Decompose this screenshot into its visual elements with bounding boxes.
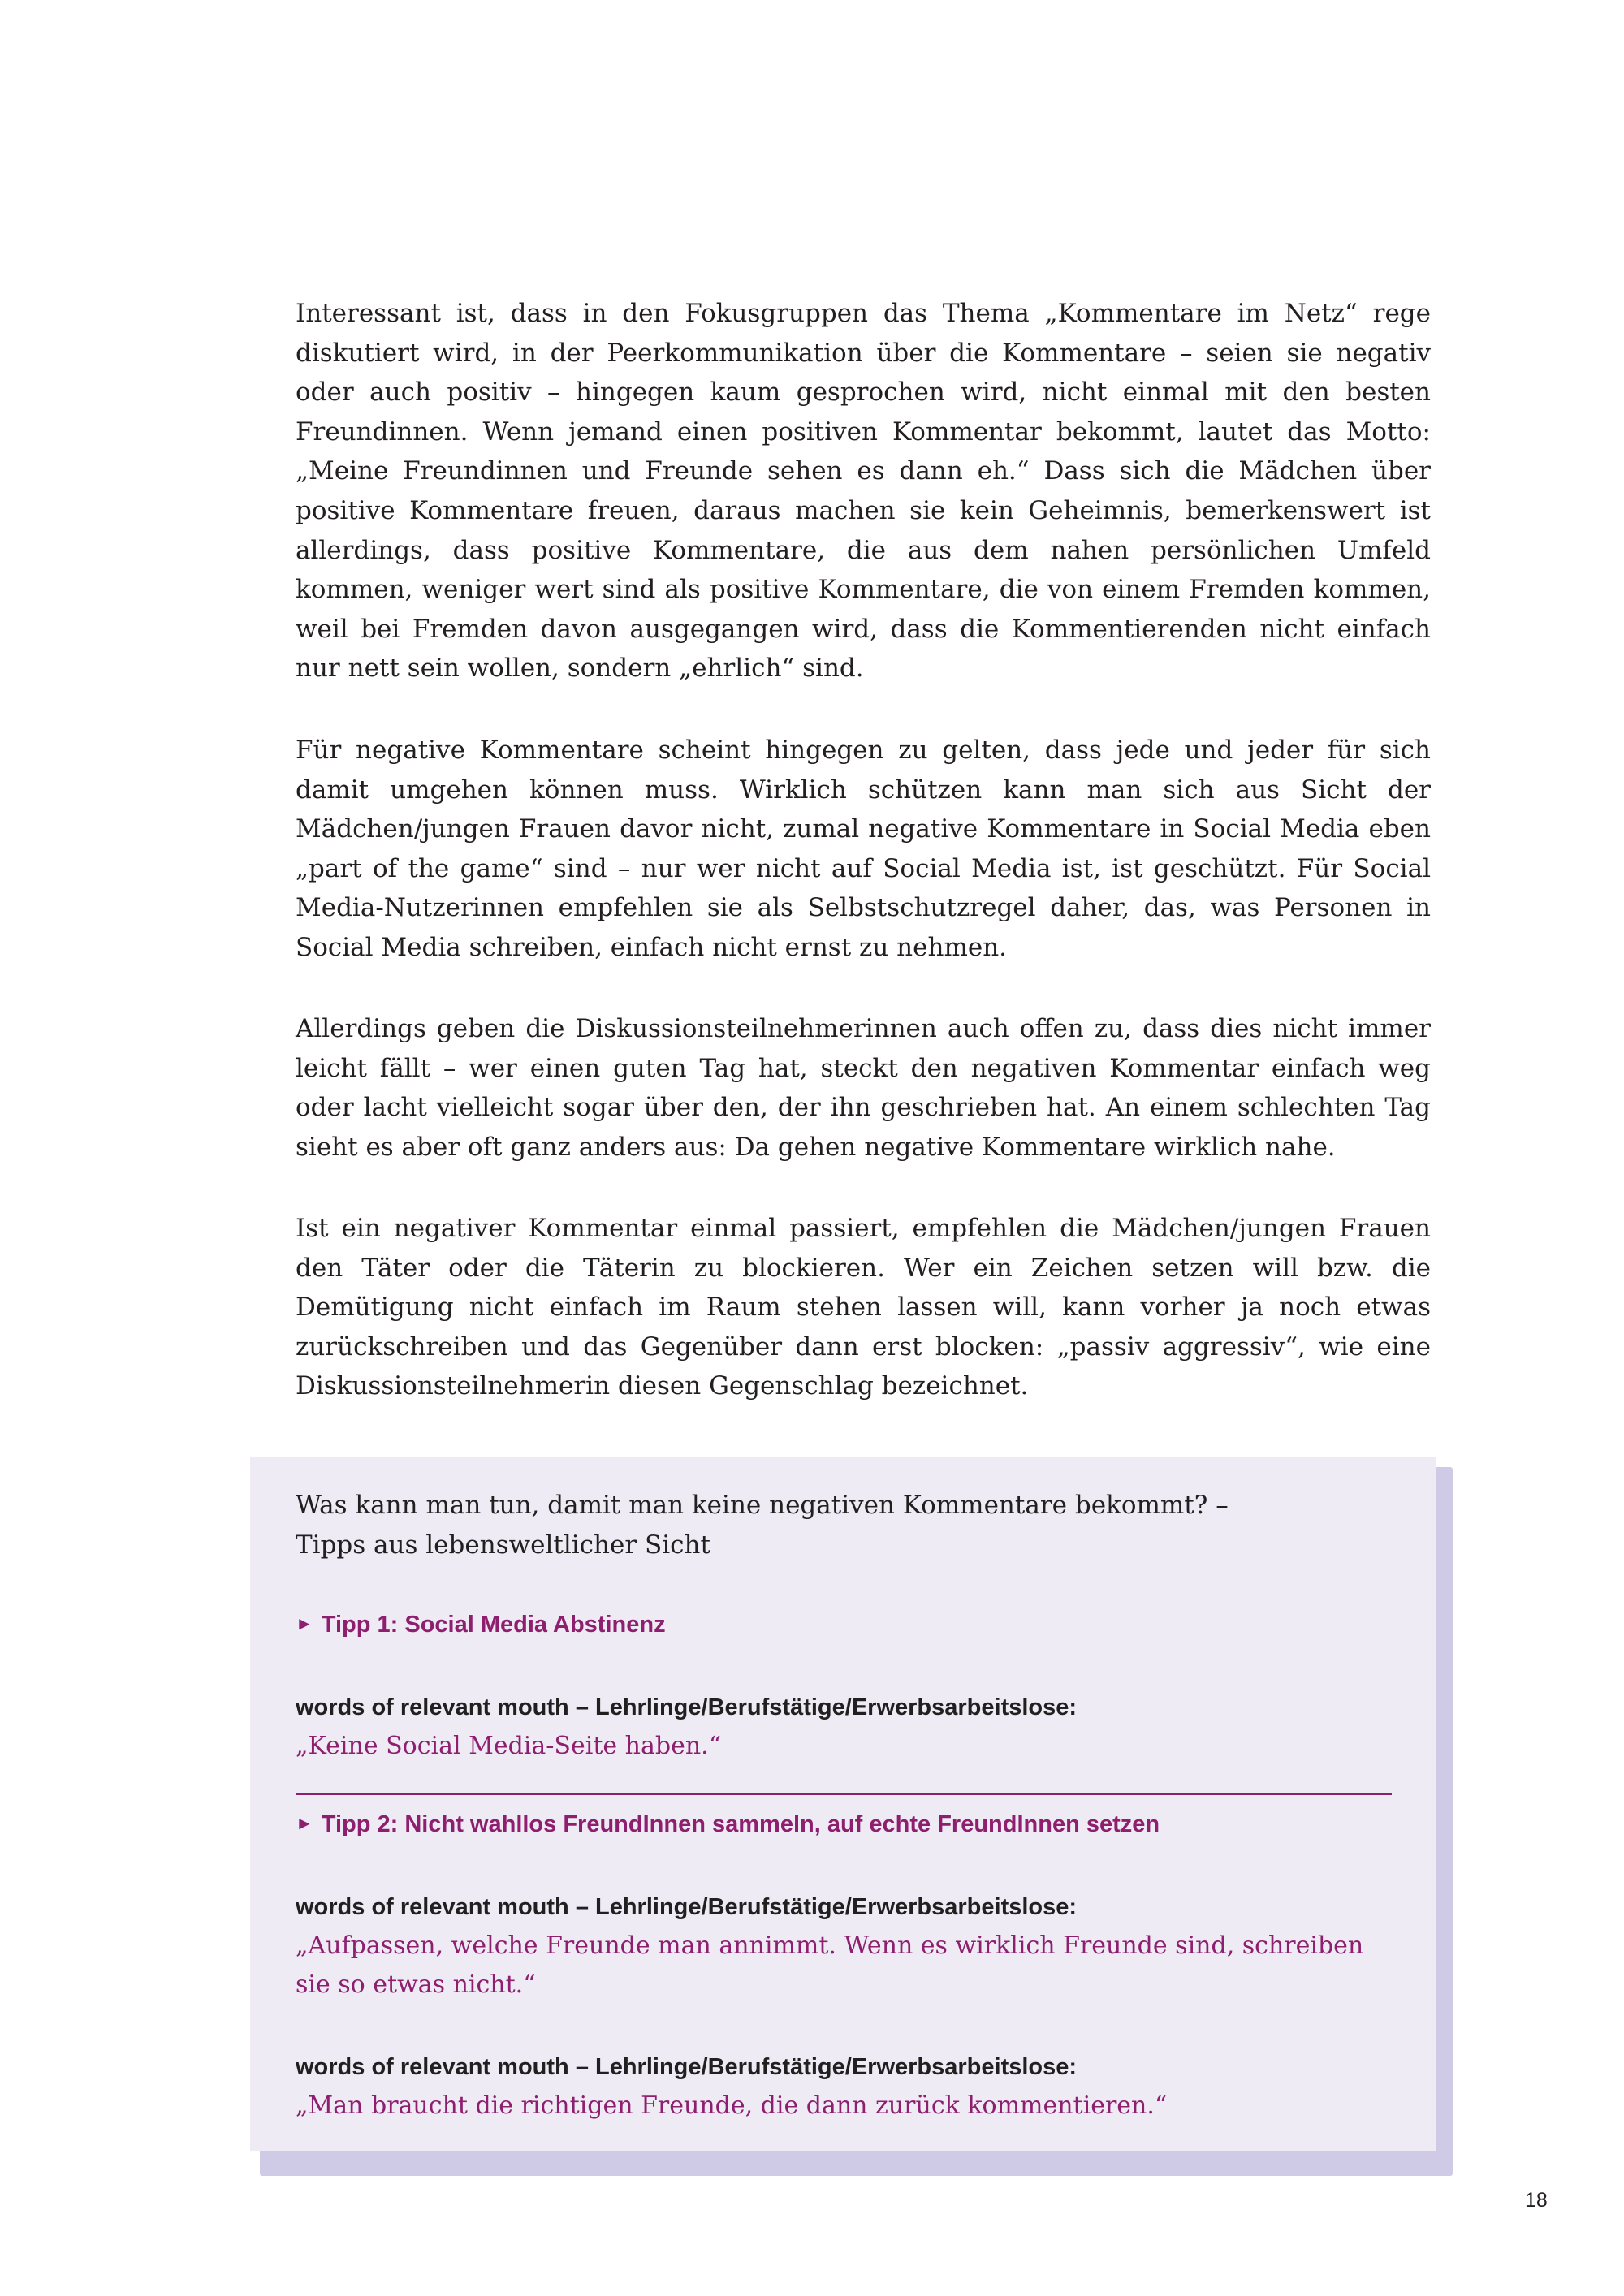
tips-box-intro-line-1: Was kann man tun, damit man keine negativen Kommentare bekommt? – [296, 1491, 1229, 1520]
quote-source-label: words of relevant mouth – Lehrlinge/Berufstätige/Erwerbsarbeitslose: [296, 2054, 1078, 2080]
quote-1: „Keine Social Media-Seite haben.“ [296, 1732, 722, 1760]
body-paragraph-4: Ist ein negativer Kommentar einmal passiert, empfehlen die Mädchen/jungen Frauen den Täter oder die Täterin zu blockieren. Wer ein Zeichen setzen will bzw. die Demütigung nicht einfach im Raum stehen lassen will, kann vorher ja noch etwas zurückschreiben und das Gegenüber dann erst blocken: „passiv aggressiv“, wie eine Diskussionsteilnehmerin diesen Gegenschlag bezeichnet. [296, 1214, 1431, 1401]
quote-source-label: words of relevant mouth – Lehrlinge/Berufstätige/Erwerbsarbeitslose: [296, 1894, 1078, 1920]
quote-2: „Aufpassen, welche Freunde man annimmt. Wenn es wirklich Freunde sind, schreiben sie so etwas nicht.“ [296, 1931, 1364, 1999]
tip-1-label: Tipp 1: Social Media Abstinenz [321, 1612, 666, 1638]
body-paragraph-3: Allerdings geben die Diskussionsteilnehmerinnen auch offen zu, dass dies nicht immer leicht fällt – wer einen guten Tag hat, steckt den negativen Kommentar einfach weg oder lacht vielleicht sogar über den, der ihn geschrieben hat. An einem schlechten Tag sieht es aber oft ganz anders aus: Da gehen negative Kommentare wirklich nahe. [296, 1014, 1431, 1162]
triangle-right-icon: ► [296, 1613, 313, 1634]
tip-2-heading [296, 1811, 1160, 1838]
tip-1-heading [296, 1612, 666, 1638]
quote-source-label: words of relevant mouth – Lehrlinge/Berufstätige/Erwerbsarbeitslose: [296, 1694, 1078, 1720]
tips-box-intro [296, 1486, 1376, 1564]
body-paragraph-2: Für negative Kommentare scheint hingegen zu gelten, dass jede und jeder für sich damit umgehen können muss. Wirklich schützen kann man sich aus Sicht der Mädchen/jungen Frauen davor nicht, zumal negative Kommentare in Social Media eben „part of the game“ sind – nur wer nicht auf Social Media ist, ist geschützt. Für Social Media-Nutzerinnen empfehlen sie als Selbstschutzregel daher, das, was Personen in Social Media schreiben, einfach nicht ernst zu nehmen. [296, 736, 1431, 962]
quote-3: „Man braucht die richtigen Freunde, die dann zurück kommentieren.“ [296, 2091, 1168, 2120]
tips-divider [296, 1793, 1392, 1795]
body-paragraph-1: Interessant ist, dass in den Fokusgruppen das Thema „Kommentare im Netz“ rege diskutiert wird, in der Peerkommunikation über die Kommentare – seien sie negativ oder auch positiv – hingegen kaum gesprochen wird, nicht einmal mit den besten Freundinnen. Wenn jemand einen positiven Kommentar bekommt, lautet das Motto: „Meine Freundinnen und Freunde sehen es dann eh.“ Dass sich die Mädchen über positive Kommentare freuen, daraus machen sie kein Geheimnis, bemerkenswert ist allerdings, dass positive Kommentare, die aus dem nahen persönlichen Umfeld kommen, weniger wert sind als positive Kommentare, die von einem Fremden kommen, weil bei Fremden davon ausgegangen wird, dass die Kommentierenden nicht einfach nur nett sein wollen, sondern „ehrlich“ sind. [296, 299, 1431, 684]
triangle-right-icon: ► [296, 1813, 313, 1833]
tips-box-intro-line-2: Tipps aus lebensweltlicher Sicht [296, 1530, 710, 1560]
tip-2-label: Tipp 2: Nicht wahllos FreundInnen sammeln, auf echte FreundInnen setzen [321, 1811, 1160, 1837]
page-number: 18 [1525, 2189, 1548, 2212]
